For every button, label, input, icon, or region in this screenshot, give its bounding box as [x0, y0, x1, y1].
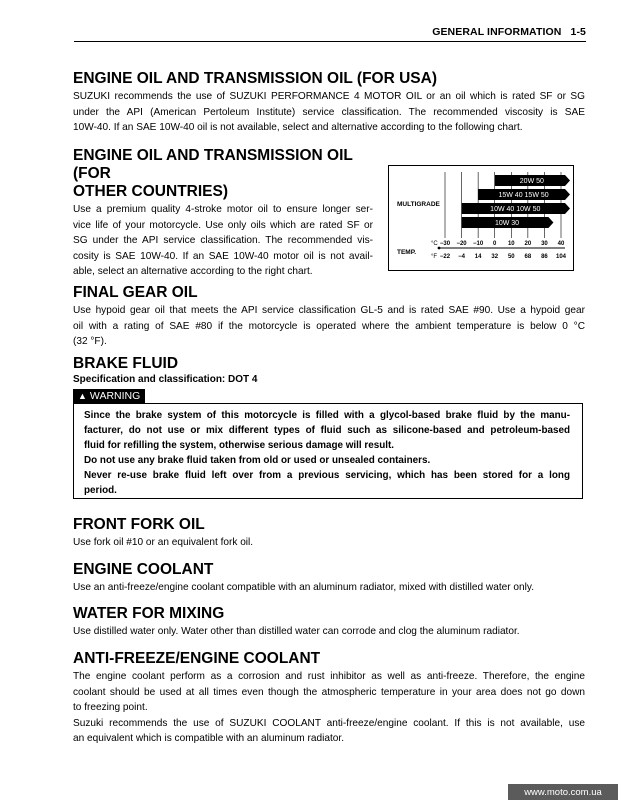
section-engine-oil-other [73, 147, 373, 280]
page-number: 1-5 [570, 26, 586, 38]
section-title-line: ENGINE OIL AND TRANSMISSION OIL (FOR [73, 147, 353, 182]
fahrenheit-tick-label: 32 [491, 254, 499, 260]
celsius-tick-label: −20 [456, 241, 467, 247]
section-title: ANTI-FREEZE/ENGINE COOLANT [73, 650, 321, 667]
fahrenheit-tick-label: 50 [507, 254, 515, 260]
brake-spec: Specification and classification: DOT 4 [73, 374, 258, 385]
temp-axis-dot [438, 247, 441, 250]
paragraph [73, 580, 585, 596]
fahrenheit-tick-label: 68 [524, 254, 532, 260]
text-line: oil with a rating of SAE #80 if the motorcycle is operated where the ambient temperature is below 0 °C [73, 320, 585, 332]
text-line: The engine coolant perform as a corrosion and rust inhibitor as well as anti-freeze. Therefore, the engine [73, 671, 585, 682]
section-title: FRONT FORK OIL [73, 516, 205, 533]
text-line: vice life of your motorcycle. Use only oils which are rated SF or [73, 219, 373, 231]
text-line: (32 °F). [73, 336, 107, 348]
warning-box [73, 403, 583, 499]
fahrenheit-tick-label: 14 [474, 254, 482, 260]
text-line: Use an anti-freeze/engine coolant compatible with an aluminum radiator, mixed with distilled water only. [73, 582, 534, 593]
paragraph [73, 535, 585, 551]
paragraph [73, 89, 585, 136]
warning-line: fluid for refilling the system, otherwise serious damage will result. [84, 440, 395, 451]
fahrenheit-tick-label: 86 [541, 254, 548, 260]
site-watermark: www.moto.com.ua [508, 784, 618, 800]
fahrenheit-tick-label: 104 [555, 254, 567, 260]
section-brake-fluid [73, 355, 585, 385]
celsius-unit: °C [431, 241, 438, 247]
section-title: ENGINE COOLANT [73, 561, 214, 578]
text-line: 10W-40. If an SAE 10W-40 oil is not available, select and alternative according to the following chart. [73, 122, 523, 134]
viscosity-grade-label: 15W 40 15W 50 [498, 192, 549, 199]
paragraph [73, 202, 373, 280]
text-line: SG under the API service classification. The recommended vis- [73, 235, 373, 247]
page-header [74, 26, 586, 40]
text-line: coolant should be used at all times even though the atmospheric temperature in your area does not go down [73, 686, 585, 698]
celsius-tick-label: 0 [493, 241, 497, 247]
viscosity-grade-label: 20W 50 [519, 178, 544, 185]
celsius-tick-label: −30 [439, 241, 451, 247]
section-title-line: OTHER COUNTRIES) [73, 183, 228, 200]
viscosity-chart-svg [389, 166, 573, 270]
header-rule [74, 41, 586, 42]
section-anti-freeze [73, 650, 585, 747]
multigrade-label: MULTIGRADE [397, 201, 440, 208]
text-line: cosity is SAE 10W-40. If an SAE 10W-40 motor oil is not avail- [73, 250, 373, 262]
paragraph [73, 624, 585, 640]
section-title: WATER FOR MIXING [73, 605, 225, 622]
celsius-tick-label: 30 [541, 241, 548, 247]
warning-line: Never re-use brake fluid left over from a previous servicing, which has been stored for a long [84, 470, 570, 481]
fahrenheit-tick-label: −4 [458, 254, 465, 260]
warning-line: Do not use any brake fluid taken from old or used or unsealed containers. [84, 455, 431, 466]
fahrenheit-unit: °F [431, 254, 438, 260]
text-line: SUZUKI recommends the use of SUZUKI PERFORMANCE 4 MOTOR OIL or an oil which is rated SF or SG [73, 91, 585, 102]
text-line: Use fork oil #10 or an equivalent fork oil. [73, 537, 254, 548]
section-title: ENGINE OIL AND TRANSMISSION OIL (FOR USA) [73, 70, 437, 87]
warning-label [73, 389, 145, 403]
temp-label: TEMP. [397, 249, 417, 256]
warning-line: facturer, do not use or mix different types of fluid such as silicone-based and petroleum-based [84, 425, 570, 436]
celsius-tick-label: 10 [507, 241, 515, 247]
section-engine-oil-usa [73, 70, 585, 136]
fahrenheit-tick-label: −22 [439, 254, 451, 260]
paragraph [73, 669, 585, 747]
viscosity-grade-label: 10W 30 [494, 220, 520, 227]
text-line: Use distilled water only. Water other than distilled water can corrode and clog the aluminum radiator. [73, 626, 520, 637]
section-front-fork-oil [73, 516, 585, 551]
text-line: an equivalent which is compatible with an aluminum radiator. [73, 733, 344, 745]
text-line: Use hypoid gear oil that meets the API service classification GL-5 and is rated SAE #90. Use a hypoid gear [73, 305, 585, 316]
warning-icon: ▲ [78, 391, 87, 401]
celsius-tick-label: −10 [473, 241, 484, 247]
warning-line: Since the brake system of this motorcycle is filled with a glycol-based brake fluid by the manu- [84, 410, 570, 421]
celsius-tick-label: 40 [557, 241, 565, 247]
section-engine-coolant [73, 561, 585, 596]
text-line: able, select an alternative according to the right chart. [73, 266, 313, 278]
warning-line: period. [84, 485, 117, 496]
section-water-for-mixing [73, 605, 585, 640]
viscosity-chart [388, 165, 574, 271]
paragraph [73, 303, 585, 350]
text-line: to freezing point. [73, 702, 148, 714]
section-title: FINAL GEAR OIL [73, 284, 198, 301]
text-line: Suzuki recommends the use of SUZUKI COOLANT anti-freeze/engine coolant. If this is not available, use [73, 717, 585, 729]
viscosity-grade-label: 10W 40 10W 50 [490, 206, 541, 213]
text-line: under the API (American Pertoleum Institute) service classification. The recommended viscosity is SAE [73, 106, 585, 118]
header-title: GENERAL INFORMATION 1-5 [432, 26, 586, 38]
section-title: BRAKE FLUID [73, 355, 179, 372]
text-line: Use a premium quality 4-stroke motor oil to ensure longer ser- [73, 204, 373, 215]
section-final-gear-oil [73, 284, 585, 350]
warning-label-text: WARNING [89, 390, 141, 402]
celsius-tick-label: 20 [524, 241, 532, 247]
